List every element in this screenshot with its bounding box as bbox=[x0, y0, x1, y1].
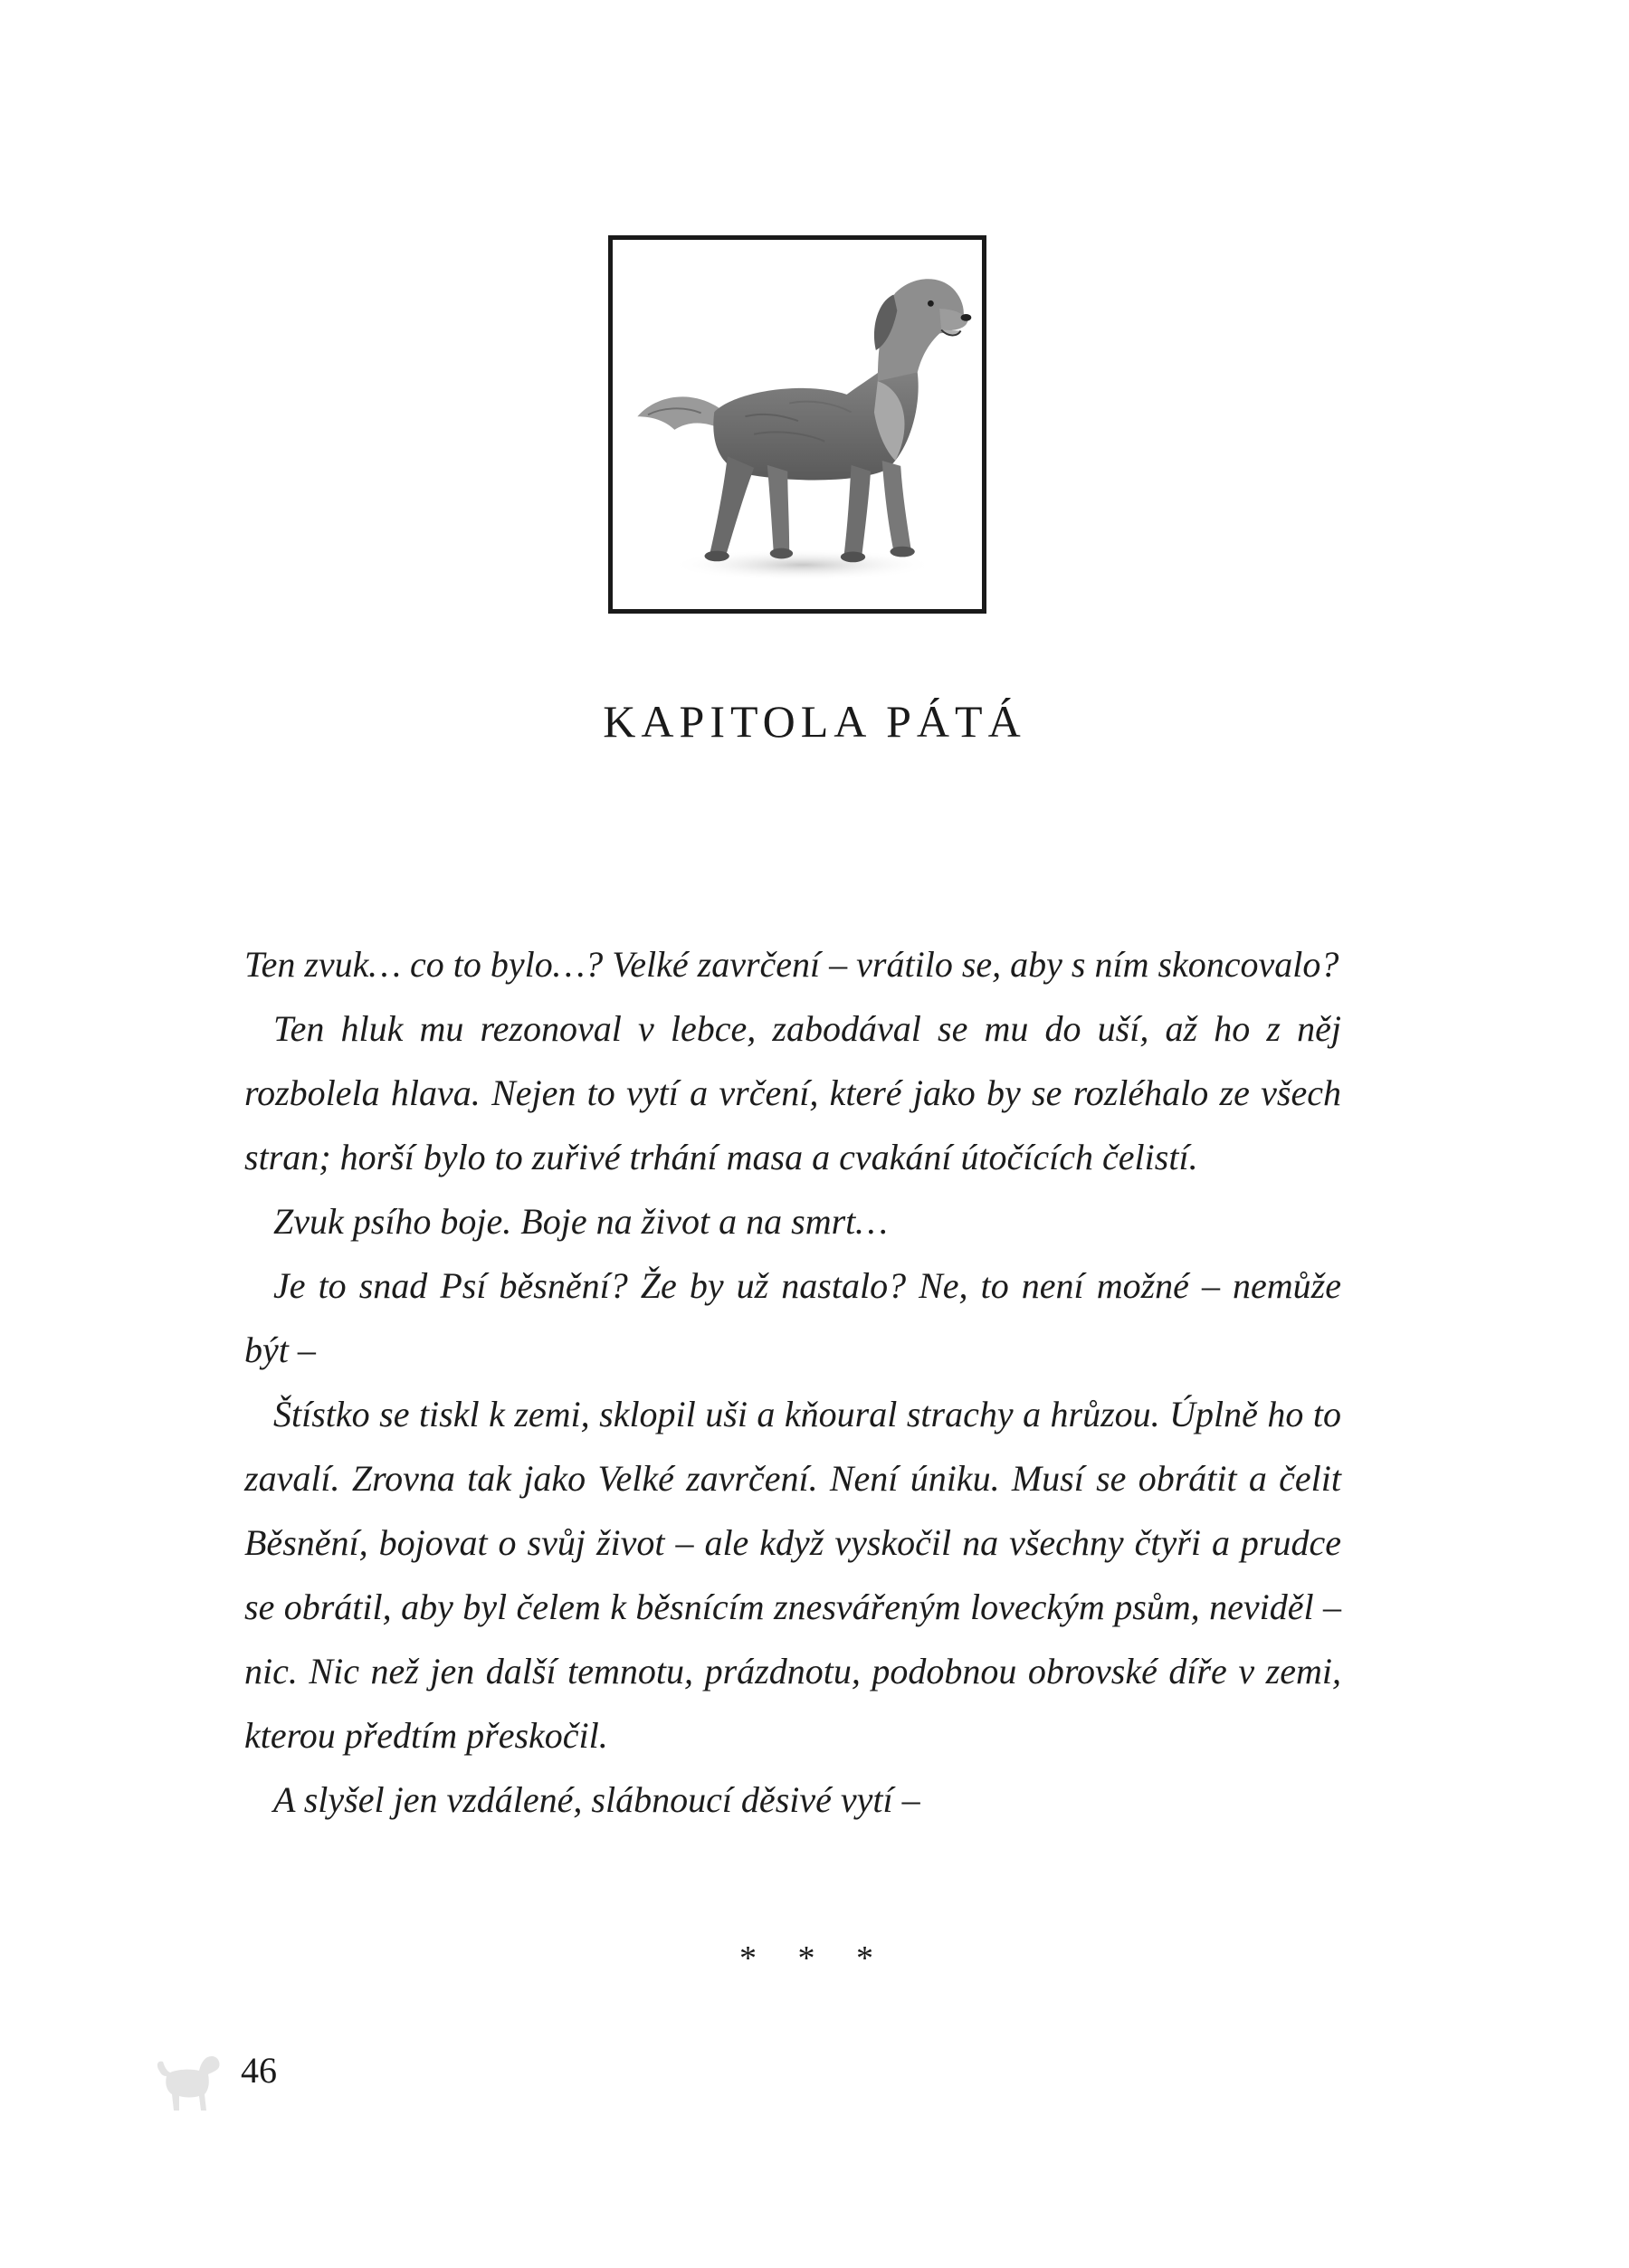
scene-break: * * * bbox=[739, 1939, 890, 1977]
paragraph: Ten zvuk… co to bylo…? Velké zavrčení – vrátilo se, aby s ním skoncovalo? bbox=[244, 944, 1339, 985]
paragraph: Ten hluk mu rezonoval v lebce, zabodával se mu do uší, až ho z něj rozbolela hlava. Nejen to vytí a vrčení, které jako by se rozléhalo ze všech stran; horší bylo to zuřivé trhání masa a cvakání útočících čelistí. bbox=[244, 1008, 1341, 1177]
page-number: 46 bbox=[241, 2050, 277, 2091]
paragraph: Štístko se tiskl k zemi, sklopil uši a kňoural strachy a hrůzou. Úplně ho to zavalí. Zrovna tak jako Velké zavrčení. Není úniku. Musí se obrátit a čelit Běsnění, bojovat o svůj život – ale když vyskočil na všechny čtyři a prudce se obrátil, aby byl čelem k běsnícím znesvářeným loveckým psům, neviděl – nic. Nic než jen další temnotu, prázdnotu, podobnou obrovské díře v zemi, kterou předtím přeskočil. bbox=[244, 1394, 1341, 1756]
golden-retriever-illustration bbox=[613, 240, 982, 609]
chapter-title: KAPITOLA PÁTÁ bbox=[603, 696, 1026, 747]
paragraph: Zvuk psího boje. Boje na život a na smrt… bbox=[273, 1201, 888, 1242]
paragraph: Je to snad Psí běsnění? Že by už nastalo? Ne, to není možné – nemůže být – bbox=[244, 1265, 1341, 1370]
chapter-text bbox=[244, 932, 1341, 1832]
chapter-illustration bbox=[608, 235, 986, 614]
dog-silhouette-icon bbox=[152, 2044, 224, 2116]
paragraph: A slyšel jen vzdálené, slábnoucí děsivé vytí – bbox=[273, 1779, 920, 1820]
